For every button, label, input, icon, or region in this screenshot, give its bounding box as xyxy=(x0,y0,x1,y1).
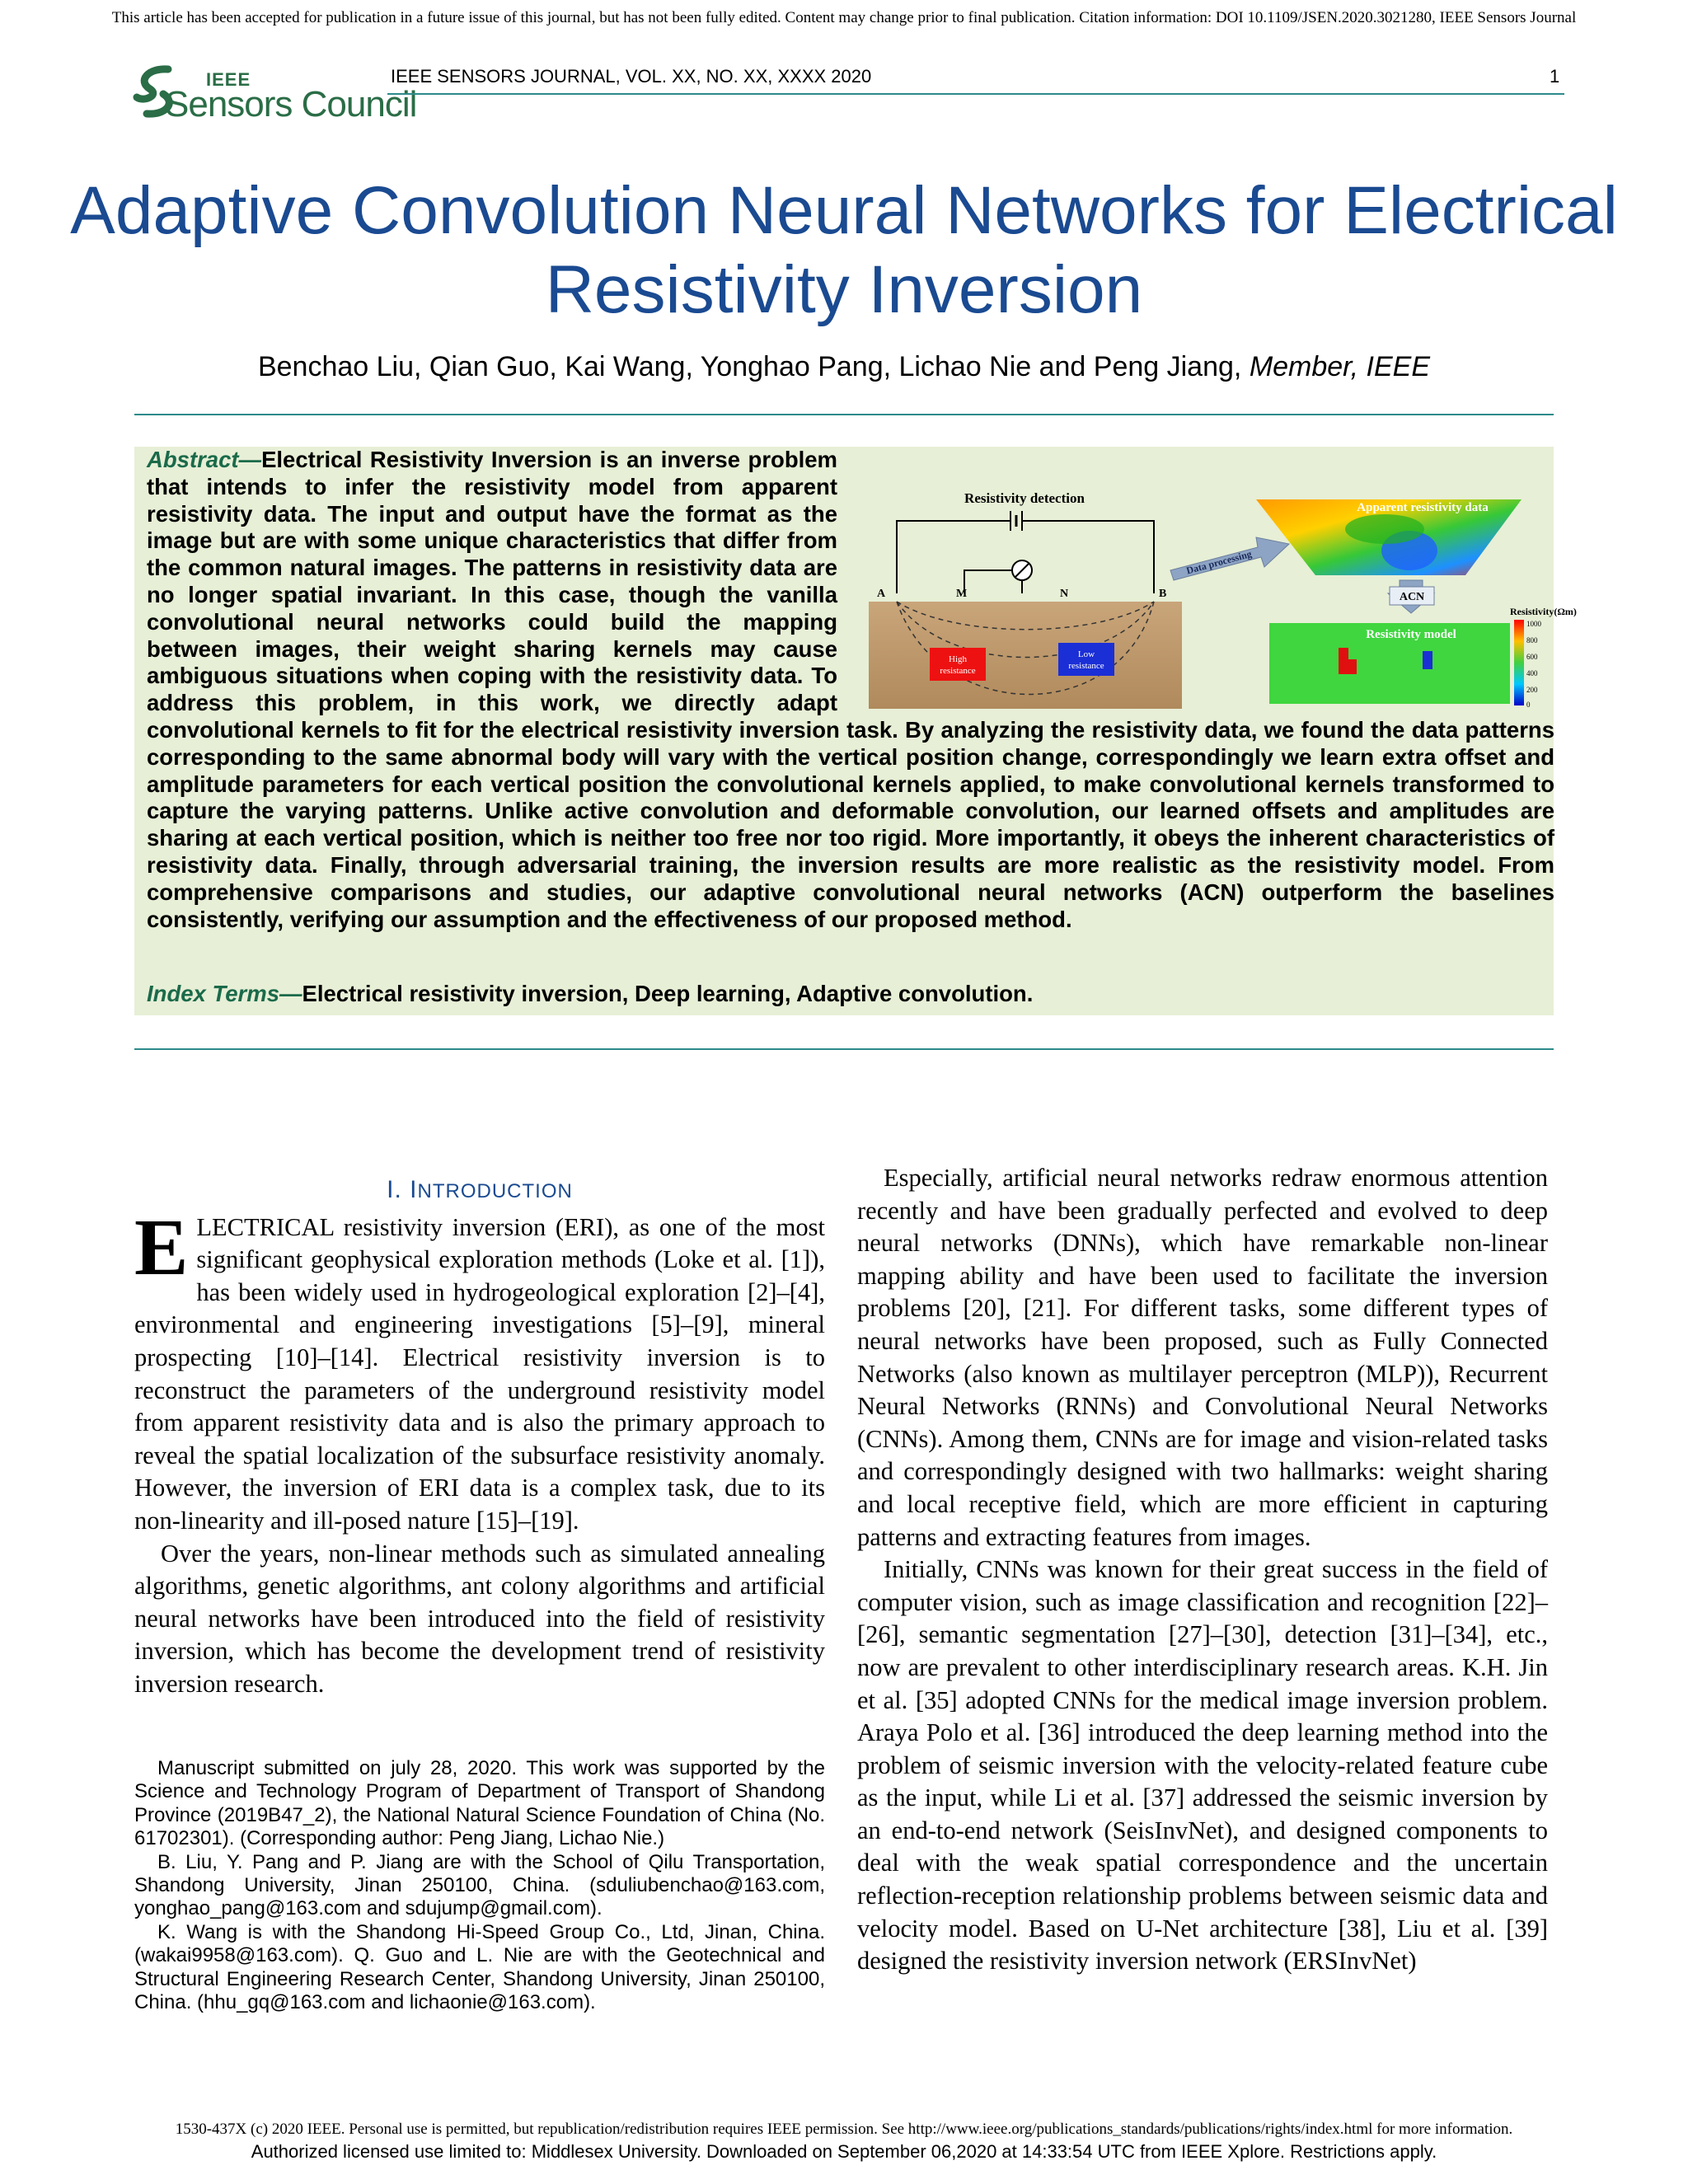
apparent-resistivity-label: Apparent resistivity data xyxy=(1357,501,1489,514)
high-resistance-label-2: resistance xyxy=(940,666,976,676)
publication-notice: This article has been accepted for publication in a future issue of this journal, but has not been fully edited. Content may change prior to final publication. Citation information: DOI 10.1109/JSEN.2020.3021280, IEEE Sensors Journal xyxy=(111,9,1577,26)
scale-tick: 200 xyxy=(1526,686,1538,694)
section-title-rest: NTRODUCTION xyxy=(417,1180,573,1202)
abstract-lead: Abstract— xyxy=(147,447,262,472)
electrode-label-a: A xyxy=(877,588,886,600)
section-title-initial: I xyxy=(410,1176,418,1203)
abstract-body: Electrical Resistivity Inversion is an inverse problem that intends to infer the resistivity model from apparent resistivity data. The input and output have the format as the image but are with some unique characteristics that differ from the common natural images. The patterns in resistivity data are no longer spatial invariant. In this case, though the vanilla convolutional neural networks could build the mapping between images, their weight sharing kernels may cause ambiguous situations when coping with the resistivity data. To address this problem, in this work, we directly adapt convolutional kernels to fit for the electrical resistivity inversion task. By analyzing the resistivity data, we found the data patterns corresponding to the same abnormal body will vary with the vertical position change, correspondingly we learn extra offset and amplitude parameters for each vertical position the convolutional kernels applied, to make convolutional kernels transformed to capture the varying patterns. Unlike active convolution and deformable convolution, our learned offsets and amplitudes are sharing at each vertical position, which is neither too free nor too rigid. More importantly, it obeys the inherent characteristics of resistivity data. Finally, through adversarial training, the inversion results are more realistic as the resistivity model. From comprehensive comparisons and studies, our adaptive convolutional neural networks (ACN) outperform the baselines consistently, verifying our assumption and the effectiveness of our proposed method. xyxy=(147,447,1554,932)
scale-title: Resistivity(Ωm) xyxy=(1510,606,1577,617)
drop-cap: E xyxy=(134,1202,189,1292)
author-names: Benchao Liu, Qian Guo, Kai Wang, Yonghao Pang, Lichao Nie and Peng Jiang, xyxy=(257,351,1250,382)
author-list xyxy=(0,351,1688,383)
license-notice: Authorized licensed use limited to: Middlesex University. Downloaded on September 06,2020 at 14:33:54 UTC from IEEE Xplore. Restrictions apply. xyxy=(251,2141,1437,2162)
footnote-affiliation-2: K. Wang is with the Shandong Hi-Speed Group Co., Ltd, Jinan, China. (wakai9958@163.com). Q. Guo and L. Nie are with the Geotechnical and Structural Engineering Research Center, Shandong University, Jinan 250100, China. (hhu_gq@163.com and lichaonie@163.com). xyxy=(134,1920,825,2014)
header-rule xyxy=(387,93,1564,95)
logo-council-text: Sensors Council xyxy=(165,84,417,124)
title-rule xyxy=(134,414,1554,415)
intro-paragraph-2: Over the years, non-linear methods such as simulated annealing algorithms, genetic algorithms, ant colony algorithms and artificial neural networks have been introduced into the field of resistivity inversion, which has become the development trend of resistivity inversion research. xyxy=(134,1539,825,1698)
left-column xyxy=(134,1162,825,1701)
abstract xyxy=(147,447,1554,933)
section-heading xyxy=(134,1174,825,1208)
resistivity-model-label: Resistivity model xyxy=(1366,628,1456,641)
footnote-funding: Manuscript submitted on july 28, 2020. This work was supported by the Science and Technology Program of Department of Transport of Shandong Province (2019B47_2), the National Natural Science Foundation of China (No. 61702301). (Corresponding author: Peng Jiang, Lichao Nie.) xyxy=(134,1757,825,1850)
intro-paragraph-3: Especially, artificial neural networks redraw enormous attention recently and have been gradually perfected and evolved to deep neural networks (DNNs), which have remarkable non-linear mapping ability and have been used to facilitate the inversion problems [20], [21]. For different tasks, some different types of neural networks have been proposed, such as Fully Connected Networks (also known as multilayer perceptron (MLP)), Recurrent Neural Networks (RNNs) and Convolutional Neural Networks (CNNs). Among them, CNNs are for image and vision-related tasks and correspondingly designed with two hallmarks: weight sharing and local receptive field, which are more efficient in capturing patterns and extracting features from images. xyxy=(857,1164,1548,1551)
scale-tick: 400 xyxy=(1526,669,1538,677)
high-resistance-label: High xyxy=(949,654,967,664)
copyright-notice: 1530-437X (c) 2020 IEEE. Personal use is permitted, but republication/redistribution requires IEEE permission. See http://www.ieee.org/publications_standards/publications/rights/index.html for more information. xyxy=(175,2121,1513,2138)
author-membership: Member, IEEE xyxy=(1249,351,1431,382)
intro-paragraph-1-text: LECTRICAL resistivity inversion (ERI), as one of the most significant geophysical exploration methods (Loke et al. [1]), has been widely used in hydrogeological exploration [2]–[4], environmental and engineering investigations [5]–[9], mineral prospecting [10]–[14]. Electrical resistivity inversion is to reconstruct the parameters of the underground resistivity model from apparent resistivity data and is also the primary approach to reveal the spatial localization of the subsurface resistivity anomaly. However, the inversion of ERI data is a complex task, due to its non-linearity and ill-posed nature [15]–[19]. xyxy=(134,1212,825,1535)
logo-ieee-text: IEEE xyxy=(206,69,251,90)
intro-paragraph-4: Initially, CNNs was known for their great success in the field of computer vision, such as image classification and recognition [22]–[26], semantic segmentation [27]–[30], detection [31]–[34], etc., now are prevalent to other interdisciplinary research areas. K.H. Jin et al. [35] adopted CNNs for the medical image inversion problem. Araya Polo et al. [36] introduced the deep learning method into the problem of seismic inversion with the velocity-related feature cube as the input, while Li et al. [37] addressed the seismic inversion by an end-to-end network (SeisInvNet), and designed components to deal with the weak spatial correspondence and the uncertain reflection-reception relationship problems between seismic data and velocity model. Based on U-Net architecture [38], Liu et al. [39] designed the resistivity inversion network (ERSInvNet) xyxy=(857,1555,1548,1975)
low-resistance-label: Low xyxy=(1077,649,1095,659)
scale-tick: 800 xyxy=(1526,636,1538,644)
index-terms-lead: Index Terms— xyxy=(147,981,302,1006)
page-number: 1 xyxy=(1550,66,1560,87)
figure-wrap-spacer xyxy=(837,447,1554,712)
intro-paragraph-1 xyxy=(134,1202,825,1538)
electrode-label-b: B xyxy=(1159,588,1167,600)
electrode-label-n: N xyxy=(1060,588,1069,600)
paper-title: Adaptive Convolution Neural Networks for Electrical Resistivity Inversion xyxy=(70,173,1618,327)
acn-label: ACN xyxy=(1399,591,1425,603)
right-column xyxy=(857,1162,1548,1978)
electrode-label-m: M xyxy=(956,588,968,600)
scale-tick: 600 xyxy=(1526,653,1538,661)
data-processing-label: Data processing xyxy=(1184,547,1254,577)
resistivity-detection-label: Resistivity detection xyxy=(964,490,1085,506)
scale-tick: 0 xyxy=(1526,701,1531,709)
footnote xyxy=(134,1757,825,2014)
footnote-affiliation-1: B. Liu, Y. Pang and P. Jiang are with the School of Qilu Transportation, Shandong University, Jinan 250100, China. (sduliubenchao@163.com, yonghao_pang@163.com and sdujump@gmail.com). xyxy=(134,1850,825,1920)
low-resistance-label-2: resistance xyxy=(1068,661,1104,671)
section-number: I. xyxy=(387,1176,410,1203)
journal-running-head: IEEE SENSORS JOURNAL, VOL. XX, NO. XX, XXXX 2020 xyxy=(391,66,872,87)
index-terms xyxy=(147,981,1033,1007)
index-terms-body: Electrical resistivity inversion, Deep learning, Adaptive convolution. xyxy=(302,981,1034,1006)
scale-tick: 1000 xyxy=(1526,620,1541,628)
abstract-bottom-rule xyxy=(134,1048,1554,1050)
ieee-sensors-council-logo xyxy=(132,64,417,124)
